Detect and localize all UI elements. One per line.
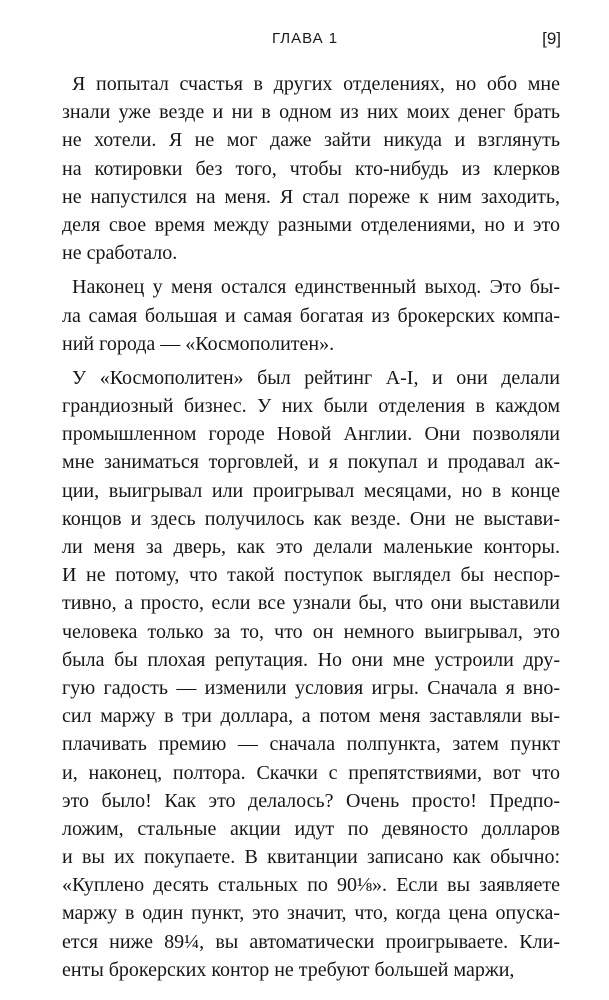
text-line: Наконец у меня остался единственный выход. Это бы- [72, 276, 560, 299]
text-line: промышленном городе Новой Англии. Они позволяли [62, 423, 560, 446]
text-line: плачивать премию — сначала полпункта, затем пункт [62, 733, 560, 756]
text-line: ли меня за дверь, как это делали маленькие конторы. [62, 536, 560, 558]
text-line: Я попытал счастья в других отделениях, но обо мне [72, 73, 560, 95]
text-line: маржу в один пункт, это значит, что, когда цена опуска- [62, 902, 560, 925]
text-line: тивно, а просто, если все узнали бы, что они выставили [62, 592, 560, 615]
text-line: не хотели. Я не мог даже зайти никуда и взглянуть [62, 129, 560, 152]
text-line: ложим, стальные акции идут по девяносто долларов [62, 817, 560, 840]
text-line: «Куплено десять стальных по 90⅛». Если вы заявляете [62, 874, 560, 897]
text-line: ла самая большая и самая богатая из брокерских компа- [62, 304, 560, 327]
body-text [62, 70, 560, 990]
text-line: знали уже везде и ни в одном из них моих денег брать [62, 101, 560, 124]
text-line: И не потому, что такой поступок выглядел бы неспор- [62, 564, 560, 587]
text-line: не сработало. [62, 242, 178, 265]
text-line: У «Космополитен» был рейтинг A-I, и они делали [72, 366, 560, 389]
text-line: ции, выигрывал или проигрывал месяцами, но в конце [62, 479, 560, 502]
paragraph [62, 70, 560, 267]
text-line: и, наконец, полтора. Скачки с препятствиями, вот что [62, 761, 560, 784]
page-number: [9] [542, 29, 561, 48]
text-line: на котировки без того, чтобы кто-нибудь из клерков [62, 157, 560, 180]
text-line: ется ниже 89¼, вы автоматически проигрываете. Кли- [62, 930, 560, 953]
text-line: концов и здесь получилось как везде. Они не выстави- [62, 507, 560, 530]
text-line: енты брокерских контор не требуют большей маржи, [62, 958, 515, 981]
text-line: сил маржу в три доллара, а потом меня заставляли вы- [62, 705, 560, 728]
text-line: это было! Как это делалось? Очень просто! Предпо- [62, 789, 560, 812]
text-line: человека только за то, что он немного выигрывал, это [62, 620, 560, 643]
text-line: грандиозный бизнес. У них были отделения в каждом [62, 395, 560, 418]
page-header [62, 30, 561, 54]
text-line: не напустился на меня. Я стал пореже к ним заходить, [62, 185, 560, 208]
paragraph [62, 273, 560, 358]
text-line: гую гадость — изменили условия игры. Сначала я вно- [62, 676, 560, 699]
running-head: ГЛАВА 1 [272, 30, 339, 47]
text-line: и вы их покупаете. В квитанции записано как обычно: [62, 846, 560, 869]
text-line: была бы плохая репутация. Но они мне устроили дру- [62, 648, 560, 671]
paragraph [62, 364, 560, 984]
text-line: деля свое время между разными отделениями, но и это [62, 213, 560, 236]
text-line: ний города — «Космополитен». [62, 332, 335, 355]
text-line: мне заниматься торговлей, и я покупал и продавал ак- [62, 451, 560, 474]
